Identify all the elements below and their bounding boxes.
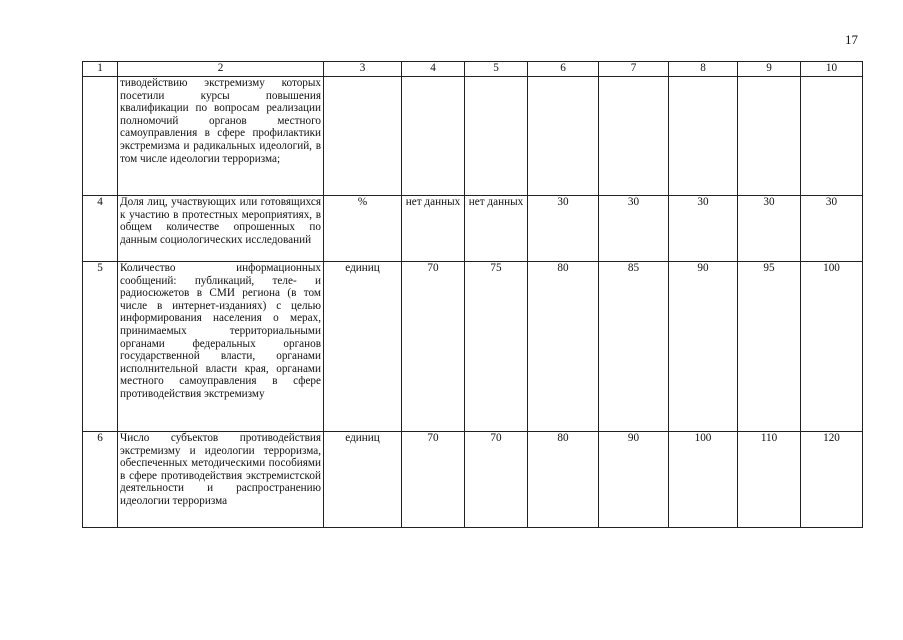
row-number: 5 bbox=[83, 262, 118, 432]
value-cell bbox=[599, 77, 669, 196]
header-cell-9: 9 bbox=[738, 62, 801, 77]
value-cell: 30 bbox=[669, 196, 738, 262]
value-cell: 120 bbox=[801, 432, 863, 528]
value-cell: 30 bbox=[528, 196, 599, 262]
value-cell: 95 bbox=[738, 262, 801, 432]
value-cell: нет данных bbox=[465, 196, 528, 262]
value-cell: 80 bbox=[528, 262, 599, 432]
value-cell bbox=[402, 77, 465, 196]
value-cell: 70 bbox=[402, 432, 465, 528]
header-cell-8: 8 bbox=[669, 62, 738, 77]
unit-cell bbox=[324, 77, 402, 196]
value-cell: 75 bbox=[465, 262, 528, 432]
row-number: 4 bbox=[83, 196, 118, 262]
indicator-name: Число субъектов противодействия экстремизму и идеологии терроризма, обеспеченных методическими пособиями в сфере противодействия экстремистской деятельности и распространению идеологии терроризма bbox=[118, 432, 324, 528]
table-row bbox=[83, 432, 863, 528]
unit-cell: единиц bbox=[324, 262, 402, 432]
indicator-name: Доля лиц, участвующих или готовящихся к участию в протестных мероприятиях, в общем количестве опрошенных по данным социологических исследований bbox=[118, 196, 324, 262]
value-cell: 100 bbox=[801, 262, 863, 432]
value-cell: 90 bbox=[669, 262, 738, 432]
header-cell-10: 10 bbox=[801, 62, 863, 77]
header-cell-1: 1 bbox=[83, 62, 118, 77]
header-row bbox=[83, 62, 863, 77]
table-row bbox=[83, 77, 863, 196]
header-cell-7: 7 bbox=[599, 62, 669, 77]
value-cell bbox=[465, 77, 528, 196]
value-cell bbox=[669, 77, 738, 196]
header-cell-4: 4 bbox=[402, 62, 465, 77]
value-cell bbox=[528, 77, 599, 196]
value-cell: 30 bbox=[599, 196, 669, 262]
value-cell bbox=[738, 77, 801, 196]
indicators-table bbox=[82, 61, 863, 528]
value-cell: 30 bbox=[801, 196, 863, 262]
value-cell: 90 bbox=[599, 432, 669, 528]
indicator-name: тиводействию экстремизму которых посетили курсы повышения квалификации по вопросам реализации полномочий органов местного самоуправления в сфере профилактики экстремизма и радикальных идеологий, в том числе идеологии терроризма; bbox=[118, 77, 324, 196]
row-number: 6 bbox=[83, 432, 118, 528]
header-cell-2: 2 bbox=[118, 62, 324, 77]
table-row bbox=[83, 262, 863, 432]
unit-cell: % bbox=[324, 196, 402, 262]
value-cell bbox=[801, 77, 863, 196]
header-cell-5: 5 bbox=[465, 62, 528, 77]
value-cell: нет данных bbox=[402, 196, 465, 262]
unit-cell: единиц bbox=[324, 432, 402, 528]
row-number bbox=[83, 77, 118, 196]
header-cell-3: 3 bbox=[324, 62, 402, 77]
table-row bbox=[83, 196, 863, 262]
value-cell: 80 bbox=[528, 432, 599, 528]
indicator-name: Количество информационных сообщений: публикаций, теле- и радиосюжетов в СМИ региона (в том числе в интернет-изданиях) с целью информирования населения о мерах, принимаемых территориальными органами федеральных органов государственной власти, органами исполнительной власти края, органами местного самоуправления в сфере противодействия экстремизму bbox=[118, 262, 324, 432]
value-cell: 30 bbox=[738, 196, 801, 262]
value-cell: 70 bbox=[402, 262, 465, 432]
value-cell: 85 bbox=[599, 262, 669, 432]
value-cell: 110 bbox=[738, 432, 801, 528]
value-cell: 100 bbox=[669, 432, 738, 528]
header-cell-6: 6 bbox=[528, 62, 599, 77]
page-number: 17 bbox=[845, 32, 858, 47]
value-cell: 70 bbox=[465, 432, 528, 528]
